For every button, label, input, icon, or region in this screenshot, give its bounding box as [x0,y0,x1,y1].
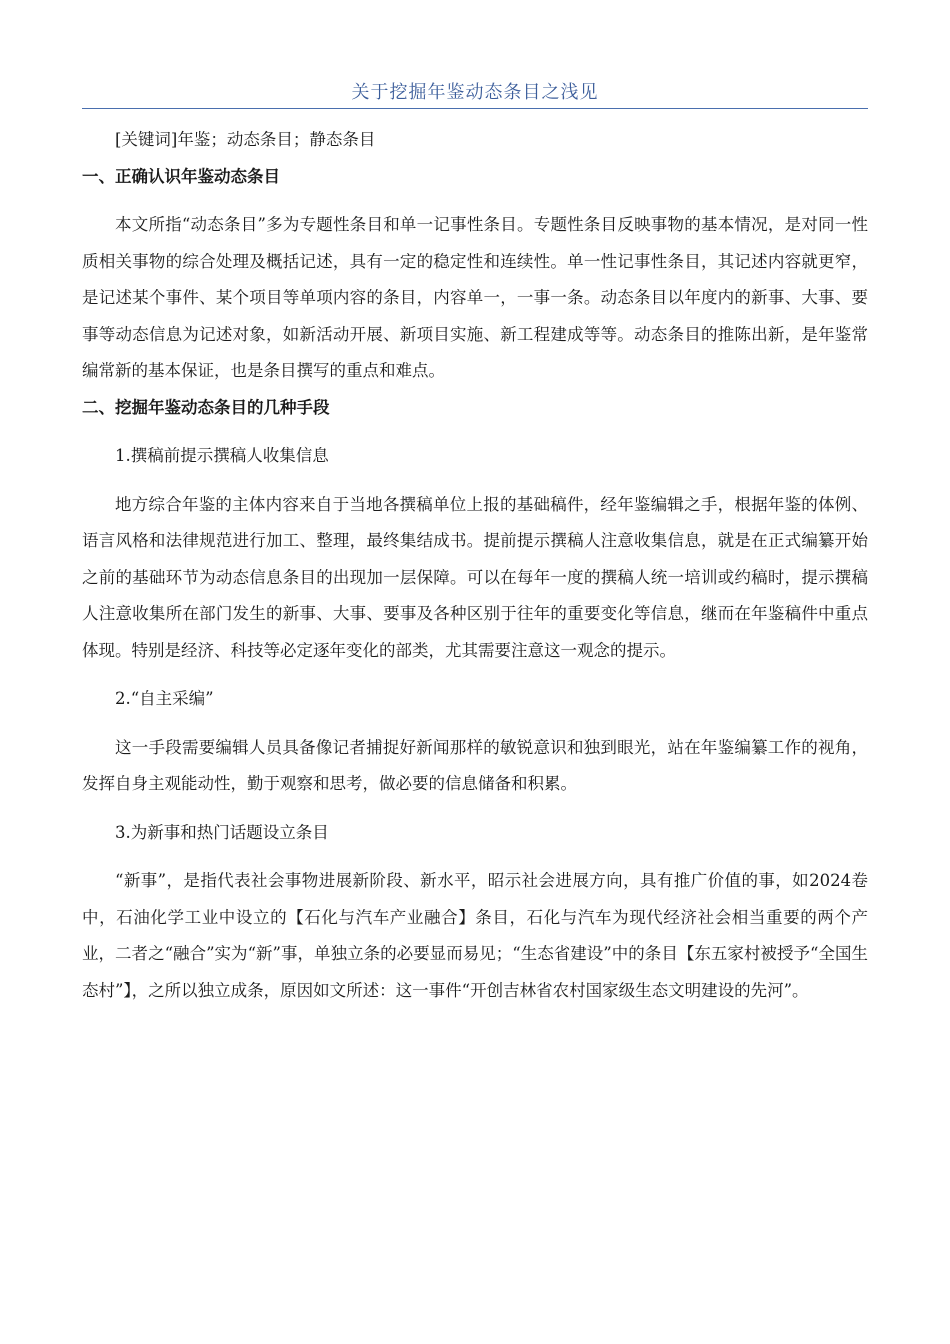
section-2-heading: 二、挖掘年鉴动态条目的几种手段 [82,397,330,417]
section-1-paragraph: 本文所指“动态条目”多为专题性条目和单一记事性条目。专题性条目反映事物的基本情况，是对同一性质相关事物的综合处理及概括记述，具有一定的稳定性和连续性。单一性记事性条目，其记述内容就更窄，是记述某个事件、某个项目等单项内容的条目，内容单一，一事一条。动态条目以年度内的新事、大事、要事等动态信息为记述对象，如新活动开展、新项目实施、新工程建成等等。动态条目的推陈出新，是年鉴常编常新的基本保证，也是条目撰写的重点和难点。 [82,215,868,380]
page-header-title: 关于挖掘年鉴动态条目之浅见 [351,82,599,103]
subsection-2-paragraph: 这一手段需要编辑人员具备像记者捕捉好新闻那样的敏锐意识和独到眼光，站在年鉴编纂工作的视角，发挥自身主观能动性，勤于观察和思考，做必要的信息储备和积累。 [82,737,868,793]
subsection-1-title: 1.撰稿前提示撰稿人收集信息 [115,446,329,465]
subsection-1-paragraph: 地方综合年鉴的主体内容来自于当地各撰稿单位上报的基础稿件，经年鉴编辑之手，根据年鉴的体例、语言风格和法律规范进行加工、整理，最终集结成书。提前提示撰稿人注意收集信息，就是在正式编纂开始之前的基础环节为动态信息条目的出现加一层保障。可以在每年一度的撰稿人统一培训或约稿时，提示撰稿人注意收集所在部门发生的新事、大事、要事及各种区别于往年的重要变化等信息，继而在年鉴稿件中重点体现。特别是经济、科技等必定逐年变化的部类，尤其需要注意这一观念的提示。 [82,494,868,660]
keywords-line: [关键词]年鉴；动态条目；静态条目 [115,130,376,149]
document-body [82,122,868,1009]
header-divider [82,108,868,109]
section-1-heading: 一、正确认识年鉴动态条目 [82,166,280,186]
subsection-3-paragraph: “新事”，是指代表社会事物进展新阶段、新水平，昭示社会进展方向，具有推广价值的事，如2024卷中，石油化学工业中设立的【石化与汽车产业融合】条目，石化与汽车为现代经济社会相当重要的两个产业，二者之“融合”实为“新”事，单独立条的必要显而易见；“生态省建设”中的条目【东五家村被授予“全国生态村”】，之所以独立成条，原因如文所述：这一事件“开创吉林省农村国家级生态文明建设的先河”。 [82,871,868,1000]
subsection-2-title: 2.“自主采编” [115,689,214,708]
subsection-3-title: 3.为新事和热门话题设立条目 [115,822,329,842]
